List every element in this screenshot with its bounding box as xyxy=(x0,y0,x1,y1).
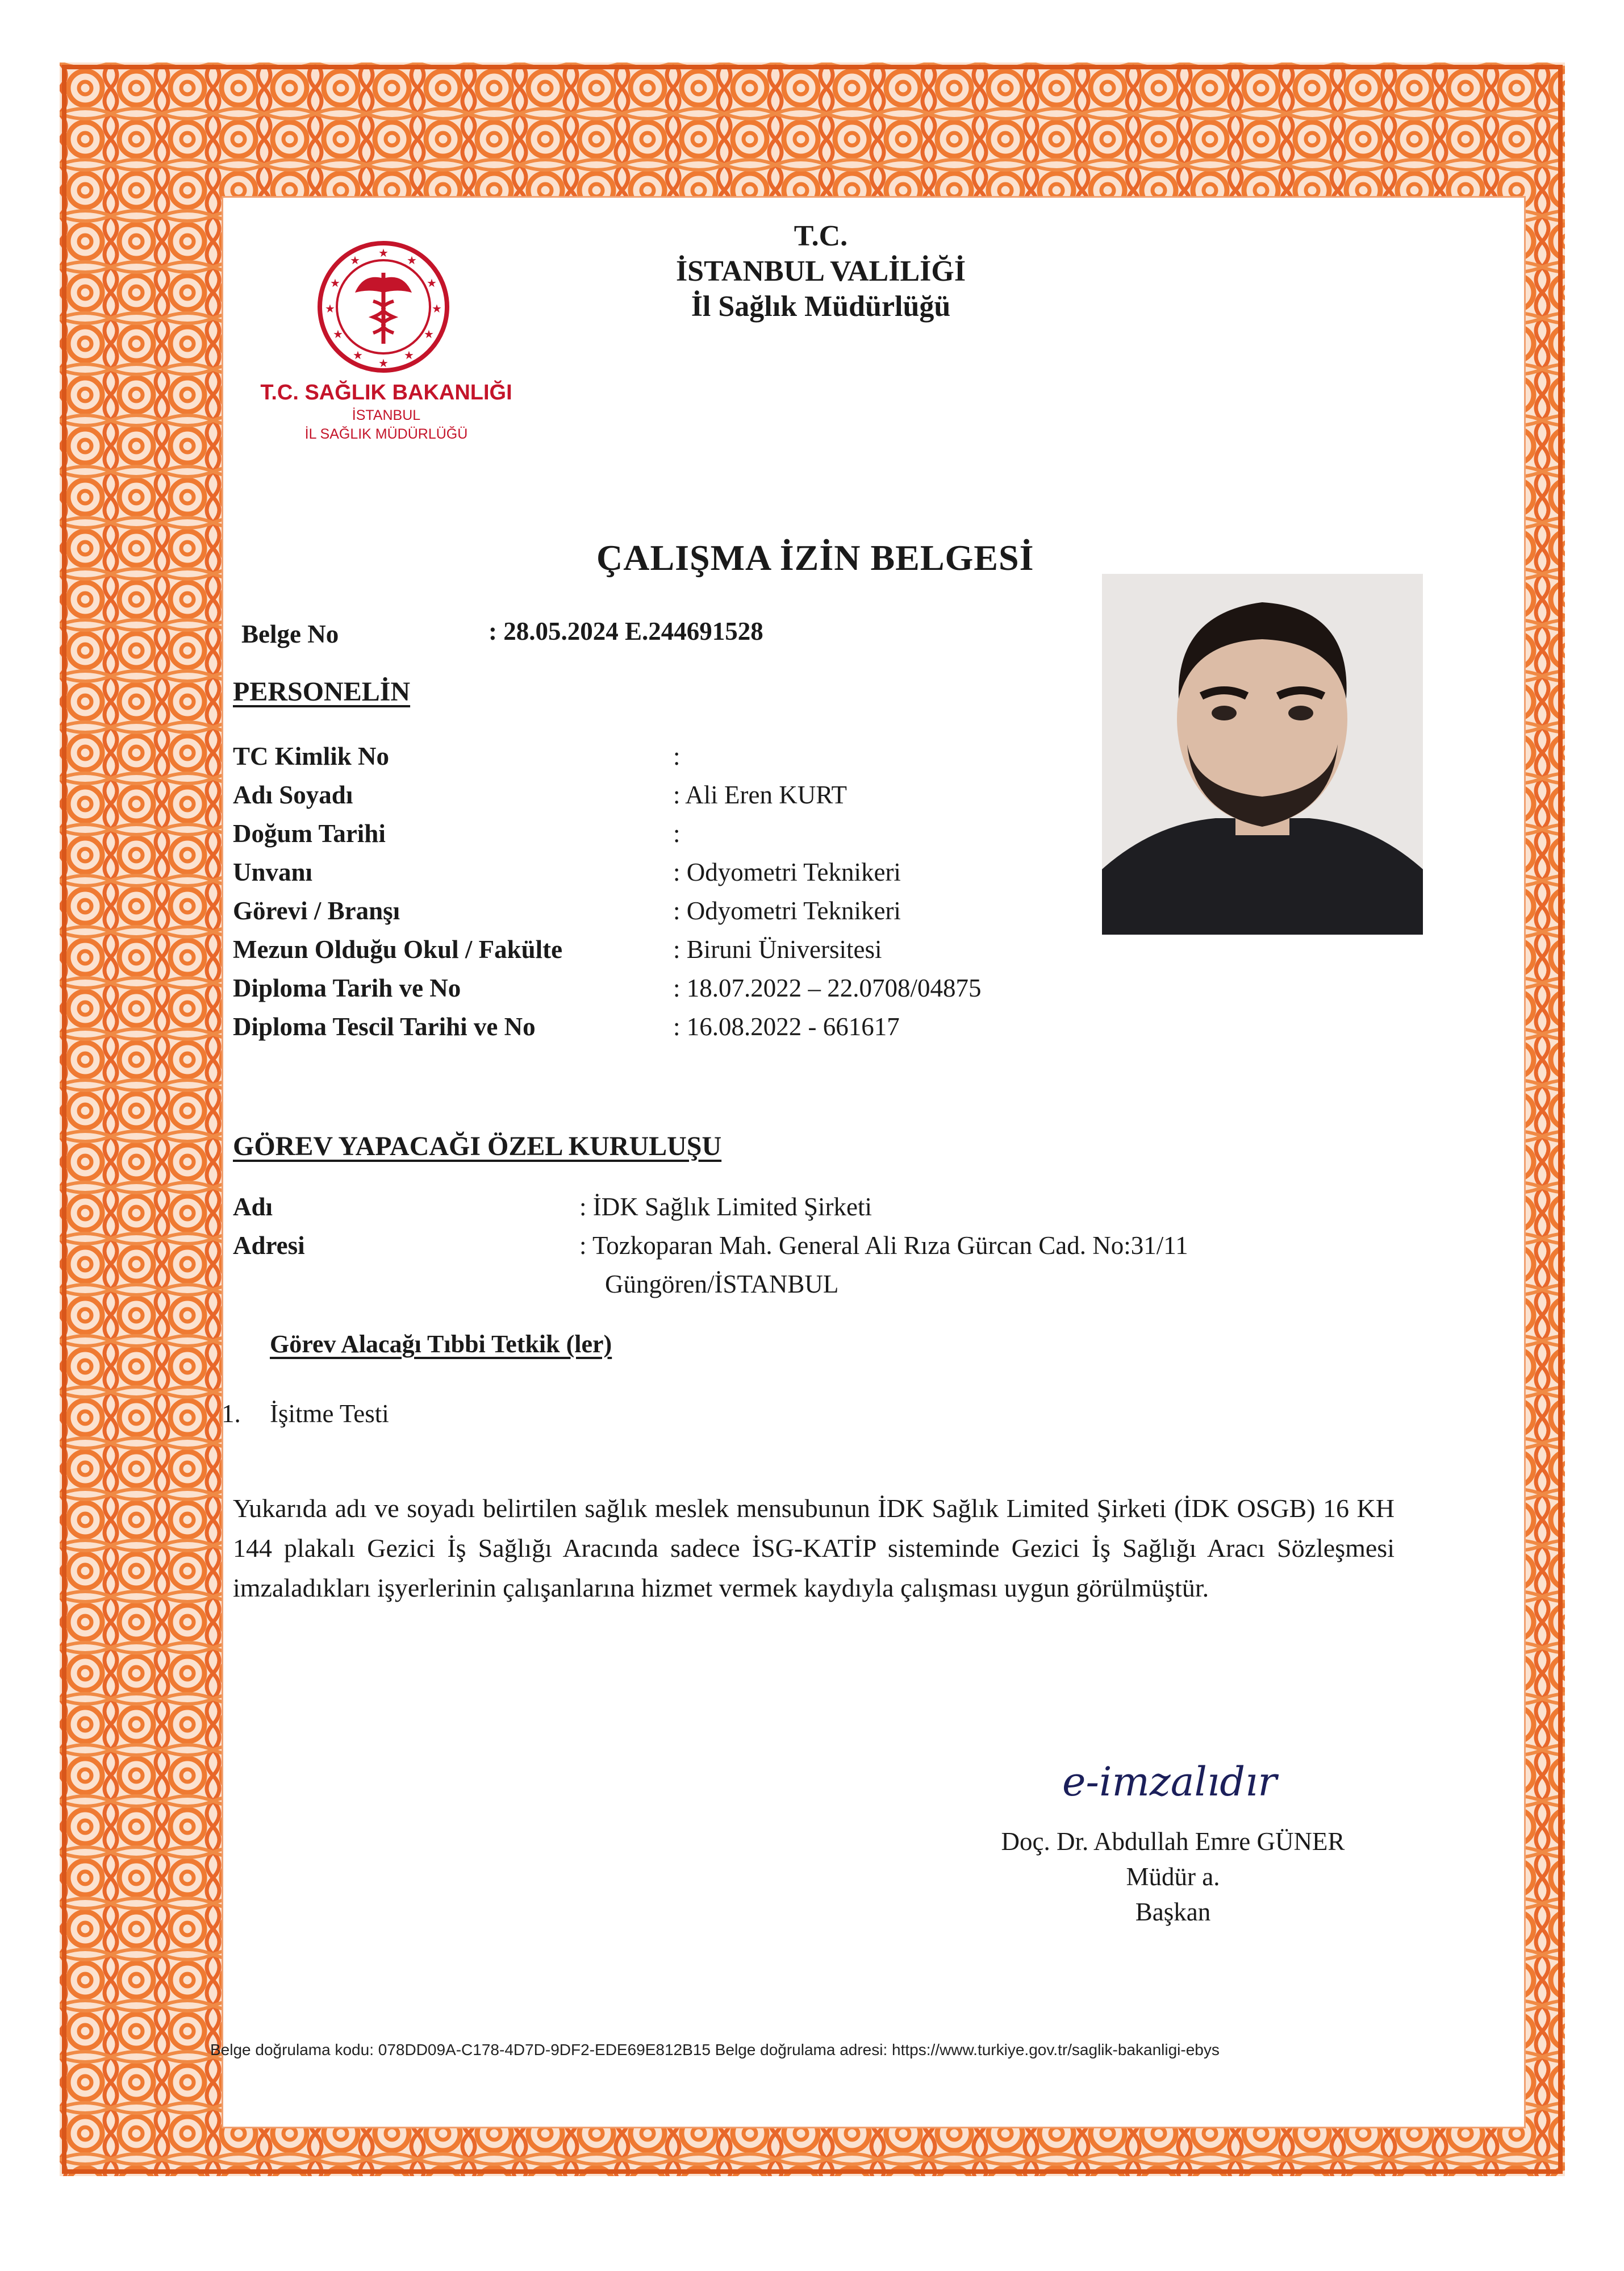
row-label: Doğum Tarihi xyxy=(233,819,386,848)
svg-text:★: ★ xyxy=(325,302,335,315)
document-title: ÇALIŞMA İZİN BELGESİ xyxy=(596,537,1034,578)
row-value: : xyxy=(673,742,681,770)
header-block xyxy=(602,219,1039,324)
svg-text:★: ★ xyxy=(330,276,340,290)
row-label: Mezun Olduğu Okul / Fakülte xyxy=(233,935,563,964)
logo-org: T.C. SAĞLIK BAKANLIĞI xyxy=(260,381,512,405)
header-valilik: İSTANBUL VALİLİĞİ xyxy=(675,255,966,287)
kurulus-name-value: : İDK Sağlık Limited Şirketi xyxy=(579,1193,872,1221)
svg-text:★: ★ xyxy=(404,348,414,362)
e-signature-stamp: e-imzalıdır xyxy=(1062,1759,1277,1805)
kurulus-address-line2: Güngören/İSTANBUL xyxy=(605,1270,839,1298)
svg-text:★: ★ xyxy=(378,356,389,370)
logo-text xyxy=(250,380,523,443)
body-paragraph: Yukarıda adı ve soyadı belirtilen sağlık meslek mensubunun İDK Sağlık Limited Şirketi (İDK OSGB) 16 KH 144 plakalı Gezici İş Sağlığı Aracında sadece İSG-KATİP sisteminde Gezici İş Sağlığı Aracı Sözleşmesi imzaladıkları işyerlerinin çalışanlarına hizmet vermek kaydıyla çalışması uygun görülmüştür. xyxy=(233,1494,1395,1602)
kurulus-name-label: Adı xyxy=(233,1193,273,1221)
row-value: : 18.07.2022 – 22.0708/04875 xyxy=(673,974,982,1002)
signatory-name: Doç. Dr. Abdullah Emre GÜNER xyxy=(1001,1827,1345,1856)
row-label: TC Kimlik No xyxy=(233,742,390,770)
tetkik-heading: Görev Alacağı Tıbbi Tetkik (ler) xyxy=(270,1330,612,1358)
svg-text:★: ★ xyxy=(353,348,363,362)
signatory-block xyxy=(960,1824,1386,1930)
row-label: Diploma Tarih ve No xyxy=(233,974,461,1002)
signatory-title-2: Başkan xyxy=(1135,1898,1211,1926)
row-value: : Odyometri Teknikeri xyxy=(673,858,901,886)
signatory-title-1: Müdür a. xyxy=(1126,1862,1220,1891)
kurulus-address-label: Adresi xyxy=(233,1231,305,1260)
row-value: : Odyometri Teknikeri xyxy=(673,897,901,925)
row-label: Unvanı xyxy=(233,858,313,886)
svg-text:★: ★ xyxy=(424,327,434,341)
kurulus-heading: GÖREV YAPACAĞI ÖZEL KURULUŞU xyxy=(233,1131,722,1161)
row-value: : Ali Eren KURT xyxy=(673,781,848,809)
header-tc: T.C. xyxy=(794,220,848,252)
row-label: Diploma Tescil Tarihi ve No xyxy=(233,1012,536,1041)
row-value: : xyxy=(673,819,681,848)
svg-text:★: ★ xyxy=(378,246,389,260)
svg-text:★: ★ xyxy=(407,253,417,267)
tetkik-item-text: İşitme Testi xyxy=(270,1399,389,1428)
svg-text:★: ★ xyxy=(350,253,360,267)
tetkik-item-number: 1. xyxy=(222,1399,241,1428)
belge-value: : 28.05.2024 E.244691528 xyxy=(489,617,763,645)
personel-heading: PERSONELİN xyxy=(233,677,411,707)
svg-text:★: ★ xyxy=(333,327,343,341)
ministry-emblem-icon xyxy=(315,239,452,375)
row-value: : 16.08.2022 - 661617 xyxy=(673,1012,900,1041)
row-label: Görevi / Branşı xyxy=(233,897,400,925)
personnel-photo xyxy=(1102,574,1423,935)
row-value: : Biruni Üniversitesi xyxy=(673,935,882,964)
header-mudurluk: İl Sağlık Müdürlüğü xyxy=(691,290,951,323)
row-label: Adı Soyadı xyxy=(233,781,353,809)
logo-city: İSTANBUL xyxy=(352,407,421,423)
svg-text:★: ★ xyxy=(427,276,437,290)
belge-label: Belge No xyxy=(241,620,339,648)
kurulus-address-line1: : Tozkoparan Mah. General Ali Rıza Gürcan Cad. No:31/11 xyxy=(579,1231,1188,1260)
verification-footer: Belge doğrulama kodu: 078DD09A-C178-4D7D-9DF2-EDE69E812B15 Belge doğrulama adresi: https://www.turkiye.gov.tr/saglik-bakanligi-ebys xyxy=(210,2041,1220,2059)
logo-unit: İL SAĞLIK MÜDÜRLÜĞÜ xyxy=(304,426,468,442)
svg-text:★: ★ xyxy=(432,302,442,315)
